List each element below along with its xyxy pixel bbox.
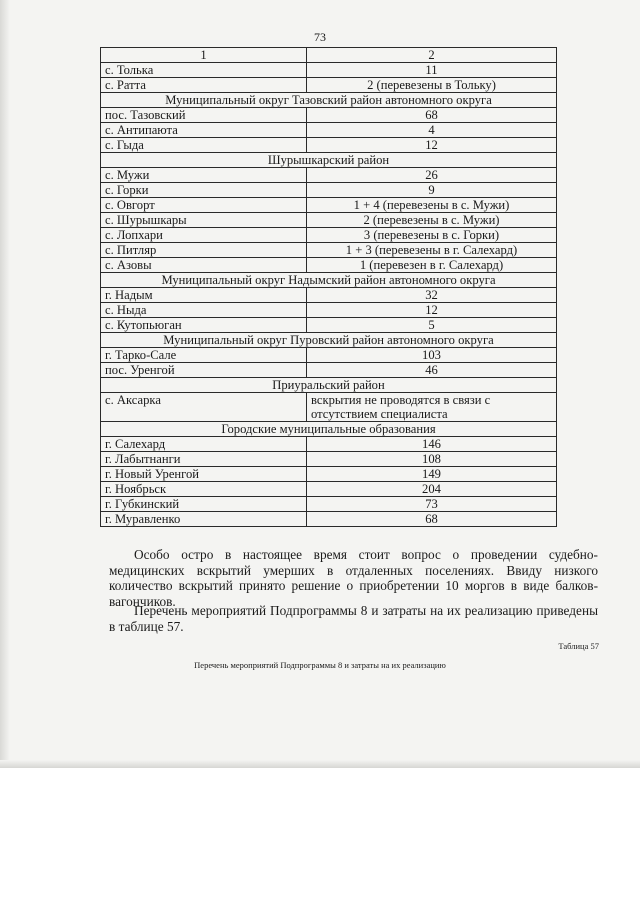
settlement-name: г. Новый Уренгой bbox=[101, 467, 307, 482]
table-number-caption: Таблица 57 bbox=[558, 641, 599, 651]
autopsy-count: 3 (перевезены в с. Горки) bbox=[307, 228, 557, 243]
settlement-name: с. Горки bbox=[101, 183, 307, 198]
section-title: Приуральский район bbox=[101, 378, 557, 393]
autopsy-count: 46 bbox=[307, 363, 557, 378]
table-row bbox=[101, 228, 557, 243]
autopsy-count: 32 bbox=[307, 288, 557, 303]
section-header-row bbox=[101, 422, 557, 437]
settlement-name: с. Лопхари bbox=[101, 228, 307, 243]
section-header-row bbox=[101, 273, 557, 288]
table-row bbox=[101, 108, 557, 123]
autopsy-count: 73 bbox=[307, 497, 557, 512]
table-header-row bbox=[101, 48, 557, 63]
table-row bbox=[101, 512, 557, 527]
autopsy-count: 204 bbox=[307, 482, 557, 497]
autopsy-count: 4 bbox=[307, 123, 557, 138]
autopsy-count: 1 + 4 (перевезены в с. Мужи) bbox=[307, 198, 557, 213]
table-row bbox=[101, 63, 557, 78]
autopsy-count: 11 bbox=[307, 63, 557, 78]
table-row bbox=[101, 258, 557, 273]
section-title: Шурышкарский район bbox=[101, 153, 557, 168]
table-row bbox=[101, 467, 557, 482]
settlement-name: с. Мужи bbox=[101, 168, 307, 183]
settlement-name: с. Кутопьюган bbox=[101, 318, 307, 333]
settlement-name: г. Муравленко bbox=[101, 512, 307, 527]
section-header-row bbox=[101, 93, 557, 108]
page-number: 73 bbox=[314, 30, 326, 44]
header-col-2: 2 bbox=[307, 48, 557, 63]
table-row bbox=[101, 243, 557, 258]
section-title: Муниципальный округ Надымский район автономного округа bbox=[101, 273, 557, 288]
table-row bbox=[101, 363, 557, 378]
section-header-row bbox=[101, 333, 557, 348]
autopsy-count: 12 bbox=[307, 303, 557, 318]
autopsy-count: 2 (перевезены в Тольку) bbox=[307, 78, 557, 93]
autopsy-table bbox=[100, 47, 557, 527]
header-col-1: 1 bbox=[101, 48, 307, 63]
autopsy-count: 103 bbox=[307, 348, 557, 363]
settlement-name: с. Антипаюта bbox=[101, 123, 307, 138]
table-row bbox=[101, 437, 557, 452]
settlement-name: г. Надым bbox=[101, 288, 307, 303]
table-row bbox=[101, 78, 557, 93]
scan-bottom-edge bbox=[0, 760, 640, 768]
table-row bbox=[101, 183, 557, 198]
table-body bbox=[101, 48, 557, 527]
table-row bbox=[101, 393, 557, 422]
settlement-name: г. Салехард bbox=[101, 437, 307, 452]
section-title: Городские муниципальные образования bbox=[101, 422, 557, 437]
settlement-name: с. Шурышкары bbox=[101, 213, 307, 228]
table-row bbox=[101, 168, 557, 183]
autopsy-count: 2 (перевезены в с. Мужи) bbox=[307, 213, 557, 228]
settlement-name: с. Толька bbox=[101, 63, 307, 78]
table-row bbox=[101, 348, 557, 363]
autopsy-count: 1 (перевезен в г. Салехард) bbox=[307, 258, 557, 273]
table-row bbox=[101, 452, 557, 467]
autopsy-count: 146 bbox=[307, 437, 557, 452]
settlement-name: г. Лабытнанги bbox=[101, 452, 307, 467]
table-row bbox=[101, 482, 557, 497]
settlement-name: с. Гыда bbox=[101, 138, 307, 153]
settlement-name: с. Ратта bbox=[101, 78, 307, 93]
settlement-name: пос. Тазовский bbox=[101, 108, 307, 123]
autopsy-count: 12 bbox=[307, 138, 557, 153]
autopsy-count: 68 bbox=[307, 108, 557, 123]
settlement-name: пос. Уренгой bbox=[101, 363, 307, 378]
table-title: Перечень мероприятий Подпрограммы 8 и затраты на их реализацию bbox=[194, 660, 446, 670]
table-row bbox=[101, 198, 557, 213]
autopsy-count: 149 bbox=[307, 467, 557, 482]
autopsy-count: 108 bbox=[307, 452, 557, 467]
table-row bbox=[101, 318, 557, 333]
autopsy-count: 9 bbox=[307, 183, 557, 198]
table-row bbox=[101, 123, 557, 138]
paragraph-autopsy-issue: Особо остро в настоящее время стоит вопрос о проведении судебно-медицинских вскрытий умерших в отдаленных поселениях. Ввиду низкого количество вскрытий принято решение о приобретении 10 моргов в виде балков-вагончиков. bbox=[109, 547, 598, 609]
settlement-name: с. Азовы bbox=[101, 258, 307, 273]
table-row bbox=[101, 138, 557, 153]
section-title: Муниципальный округ Пуровский район автономного округа bbox=[101, 333, 557, 348]
settlement-name: г. Губкинский bbox=[101, 497, 307, 512]
autopsy-count: вскрытия не проводятся в связи с отсутствием специалиста bbox=[307, 393, 557, 422]
settlement-name: г. Тарко-Сале bbox=[101, 348, 307, 363]
table-row bbox=[101, 288, 557, 303]
paragraph-measures-list: Перечень мероприятий Подпрограммы 8 и затраты на их реализацию приведены в таблице 57. bbox=[109, 603, 598, 634]
autopsy-count: 5 bbox=[307, 318, 557, 333]
table-row bbox=[101, 213, 557, 228]
table-row bbox=[101, 497, 557, 512]
scan-edge-shadow bbox=[0, 0, 10, 768]
settlement-name: с. Питляр bbox=[101, 243, 307, 258]
settlement-name: с. Ныда bbox=[101, 303, 307, 318]
autopsy-count: 26 bbox=[307, 168, 557, 183]
table-row bbox=[101, 303, 557, 318]
settlement-name: с. Аксарка bbox=[101, 393, 307, 422]
autopsy-count: 1 + 3 (перевезены в г. Салехард) bbox=[307, 243, 557, 258]
section-header-row bbox=[101, 153, 557, 168]
section-header-row bbox=[101, 378, 557, 393]
settlement-name: с. Овгорт bbox=[101, 198, 307, 213]
settlement-name: г. Ноябрьск bbox=[101, 482, 307, 497]
section-title: Муниципальный округ Тазовский район автономного округа bbox=[101, 93, 557, 108]
autopsy-count: 68 bbox=[307, 512, 557, 527]
